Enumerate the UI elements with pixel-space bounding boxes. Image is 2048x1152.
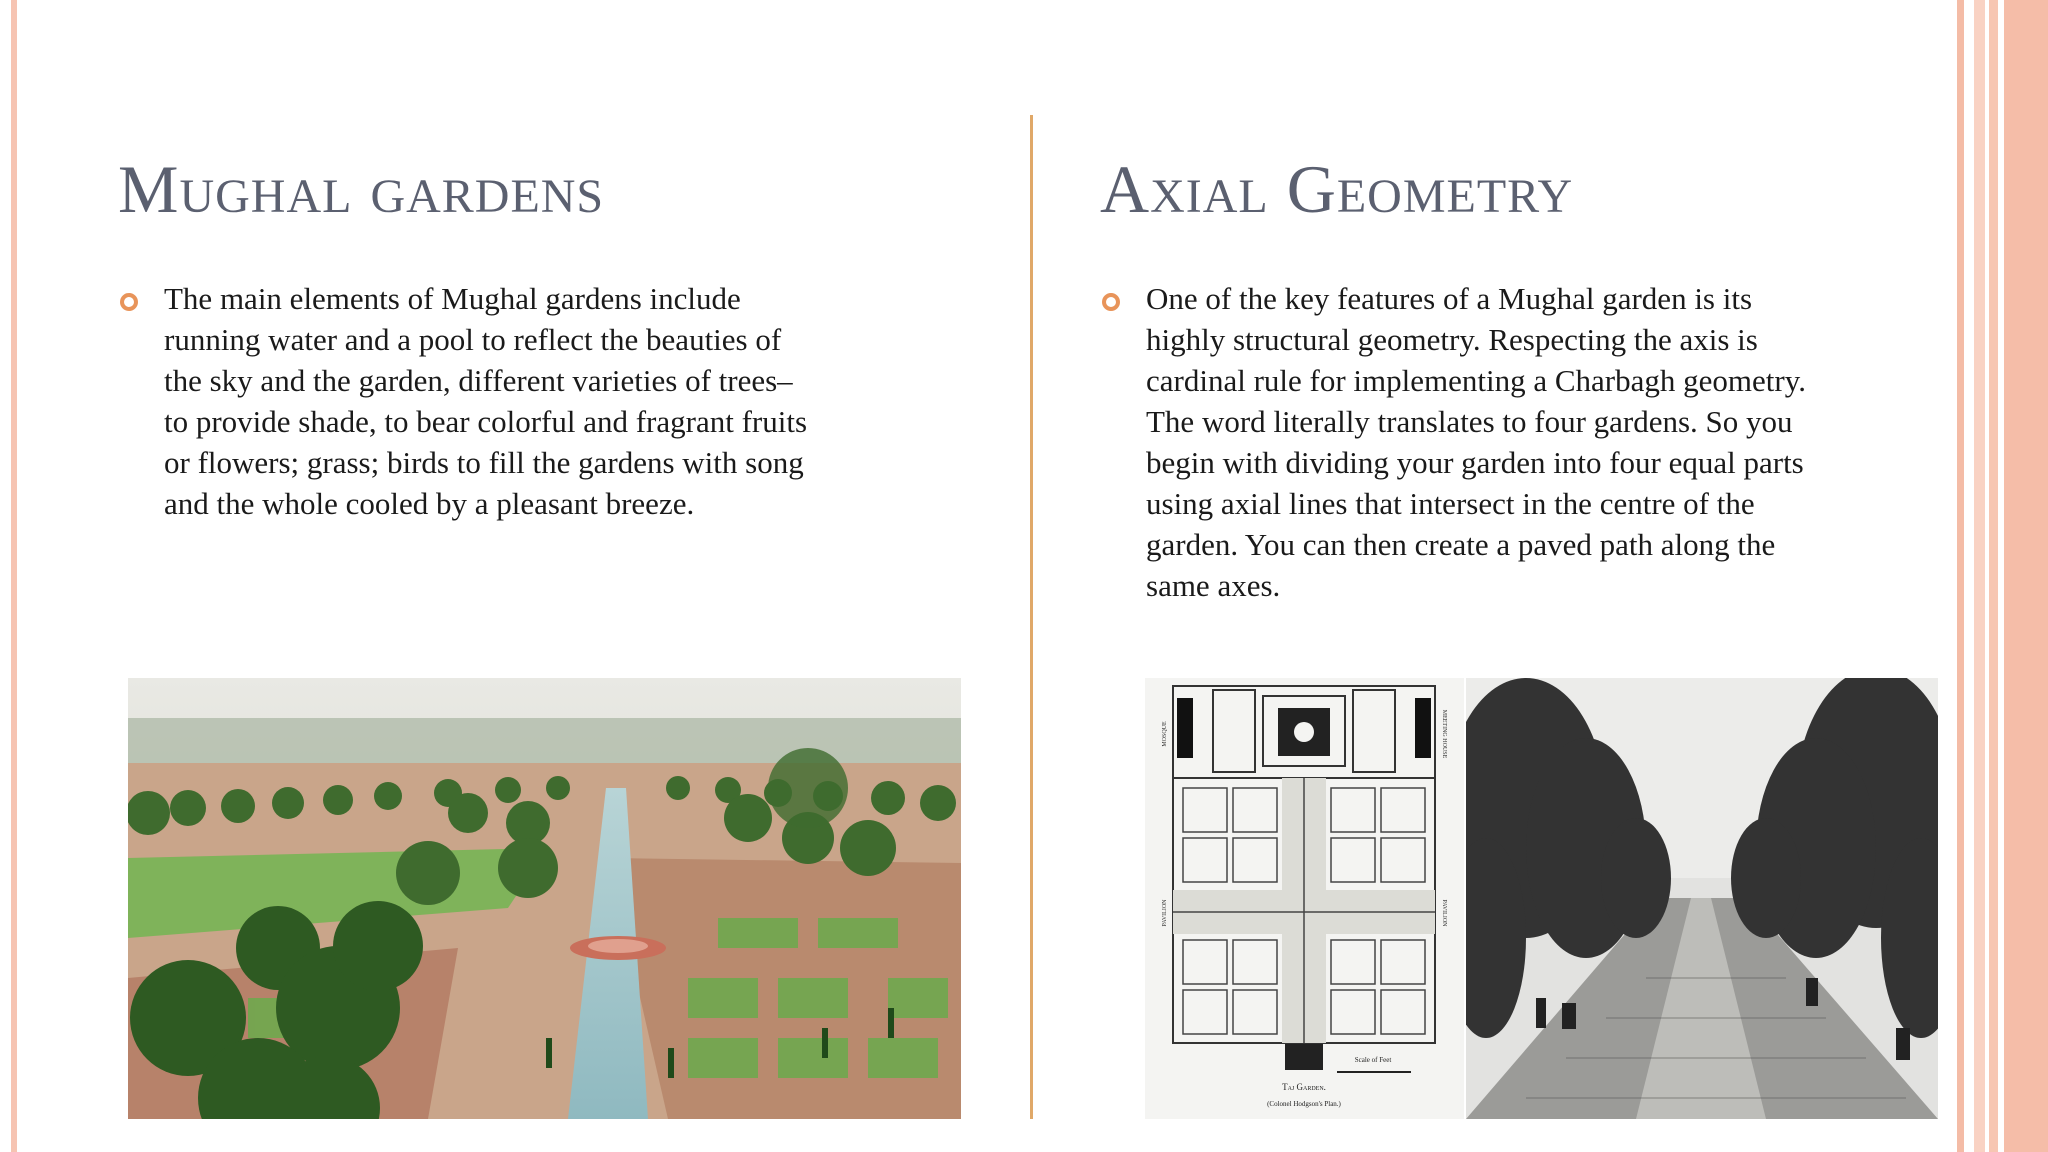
slide-border-right bbox=[1957, 0, 1964, 1152]
bullet-circle-icon bbox=[120, 293, 138, 311]
list-item bbox=[118, 278, 998, 524]
left-bullet-list bbox=[118, 278, 998, 524]
list-item bbox=[1100, 278, 1940, 606]
slide-border-stripes bbox=[1974, 0, 2048, 1152]
right-title: Axial Geometry bbox=[1100, 151, 1574, 227]
left-bullet-text: The main elements of Mughal gardens include running water and a pool to reflect the beauties of the sky and the garden, different varieties of trees– to provide shade, to bear colorful and fragrant fruits or flowers; grass; birds to fill the gardens with song and the whole cooled by a pleasant breeze. bbox=[164, 281, 808, 521]
column-divider bbox=[1030, 115, 1033, 1119]
left-title: Mughal gardens bbox=[118, 151, 605, 227]
plan-label-pavilion-west: PAVILION bbox=[1162, 899, 1168, 927]
right-bullet-list bbox=[1100, 278, 1940, 606]
bullet-circle-icon bbox=[1102, 293, 1120, 311]
plan-label-pavilion-east: PAVILION bbox=[1441, 899, 1447, 927]
right-bullet-text: One of the key features of a Mughal garden is its highly structural geometry. Respecting the axis is cardinal rule for implementing a Charbagh geometry. The word literally translates to four gardens. So you begin with dividing your garden into four equal parts using axial lines that intersect in the centre of the garden. You can then create a paved path along the same axes. bbox=[1146, 281, 1806, 603]
taj-avenue-engraving bbox=[1466, 678, 1938, 1119]
plan-label-mosque: MOSQUE bbox=[1162, 721, 1168, 747]
plan-subcaption: (Colonel Hodgson's Plan.) bbox=[1267, 1100, 1341, 1108]
plan-label-meeting-house: MEETING HOUSE bbox=[1441, 709, 1447, 759]
plan-caption: Taj Garden. bbox=[1282, 1082, 1326, 1092]
mughal-garden-photo bbox=[128, 678, 961, 1119]
slide-border-left bbox=[11, 0, 17, 1152]
plan-scale-label: Scale of Feet bbox=[1354, 1056, 1392, 1064]
taj-garden-plan bbox=[1145, 678, 1464, 1119]
